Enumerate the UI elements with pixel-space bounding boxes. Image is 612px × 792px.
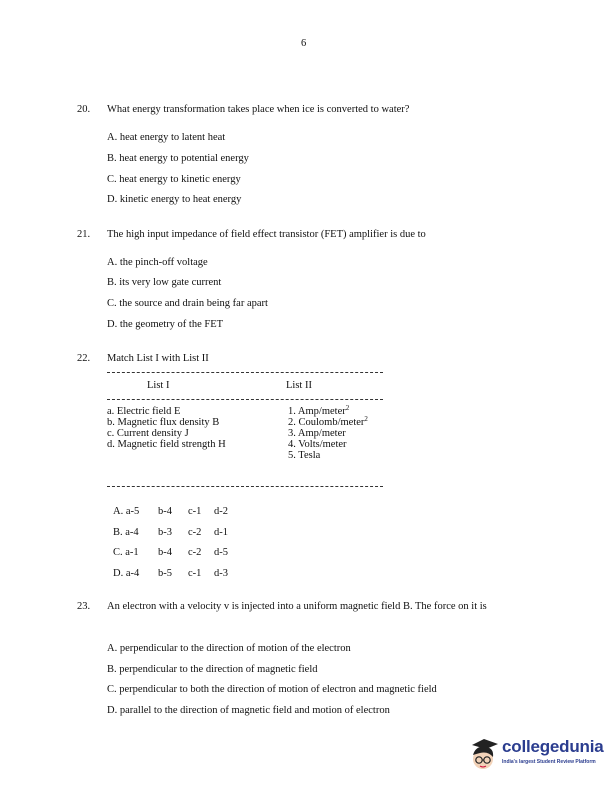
question-20-text: What energy transformation takes place when ice is converted to water? <box>107 104 410 115</box>
question-21-number: 21. <box>77 229 91 240</box>
question-21-option-c: C. the source and drain being far apart <box>107 298 268 309</box>
list-1-item: d. Magnetic field strength H <box>107 439 226 450</box>
list-2-item: 1. Amp/meter$^2$ <box>288 404 350 417</box>
logo-text: collegedunia <box>502 737 604 756</box>
question-23-option-a: A. perpendicular to the direction of motion of the electron <box>107 643 351 654</box>
question-20-option-b: B. heat energy to potential energy <box>107 153 249 164</box>
collegedunia-logo <box>468 735 608 775</box>
question-23-option-c: C. perpendicular to both the direction of motion of electron and magnetic field <box>107 684 437 695</box>
table-divider-middle <box>107 399 383 400</box>
question-23-option-d: D. parallel to the direction of magnetic field and motion of electron <box>107 705 390 716</box>
list-2-header: List II <box>286 380 312 391</box>
list-1-item: a. Electric field E <box>107 406 181 417</box>
list-2-item: 5. Tesla <box>288 450 321 461</box>
list-2-item: 2. Coulomb/meter$^2$ <box>288 415 368 428</box>
list-2-item: 3. Amp/meter <box>288 428 346 439</box>
question-23-option-b: B. perpendicular to the direction of magnetic field <box>107 664 318 675</box>
mascot-icon <box>468 735 500 775</box>
question-20-option-a: A. heat energy to latent heat <box>107 132 226 143</box>
table-divider-bottom <box>107 486 383 487</box>
question-20-number: 20. <box>77 104 91 115</box>
list-1-item: b. Magnetic flux density B <box>107 417 220 428</box>
question-21-option-b: B. its very low gate current <box>107 277 222 288</box>
list-2 <box>288 406 368 461</box>
list-1-header: List I <box>147 380 170 391</box>
question-22-option-d: D. a-4 b-5 c-1 d-3 <box>113 568 228 579</box>
question-20-option-d: D. kinetic energy to heat energy <box>107 194 242 205</box>
table-divider-top <box>107 372 383 373</box>
question-21-text: The high input impedance of field effect transistor (FET) amplifier is due to <box>107 229 426 240</box>
question-22-option-a: A. a-5 b-4 c-1 d-2 <box>113 506 228 517</box>
question-22-number: 22. <box>77 353 91 364</box>
question-22-option-b: B. a-4 b-3 c-2 d-1 <box>113 527 228 538</box>
question-21-option-a: A. the pinch-off voltage <box>107 257 208 268</box>
question-23-text: An electron with a velocity v is injected into a uniform magnetic field B. The force on it is <box>107 601 487 612</box>
page-number: 6 <box>301 38 307 49</box>
list-2-item: 4. Volts/meter <box>288 439 347 450</box>
list-1 <box>107 406 226 450</box>
question-20-option-c: C. heat energy to kinetic energy <box>107 174 241 185</box>
list-1-item: c. Current density J <box>107 428 189 439</box>
logo-tagline: India's largest Student Review Platform <box>502 759 596 765</box>
question-22-text: Match List I with List II <box>107 353 209 364</box>
question-23-number: 23. <box>77 601 91 612</box>
question-21-option-d: D. the geometry of the FET <box>107 319 224 330</box>
question-22-option-c: C. a-1 b-4 c-2 d-5 <box>113 547 228 558</box>
